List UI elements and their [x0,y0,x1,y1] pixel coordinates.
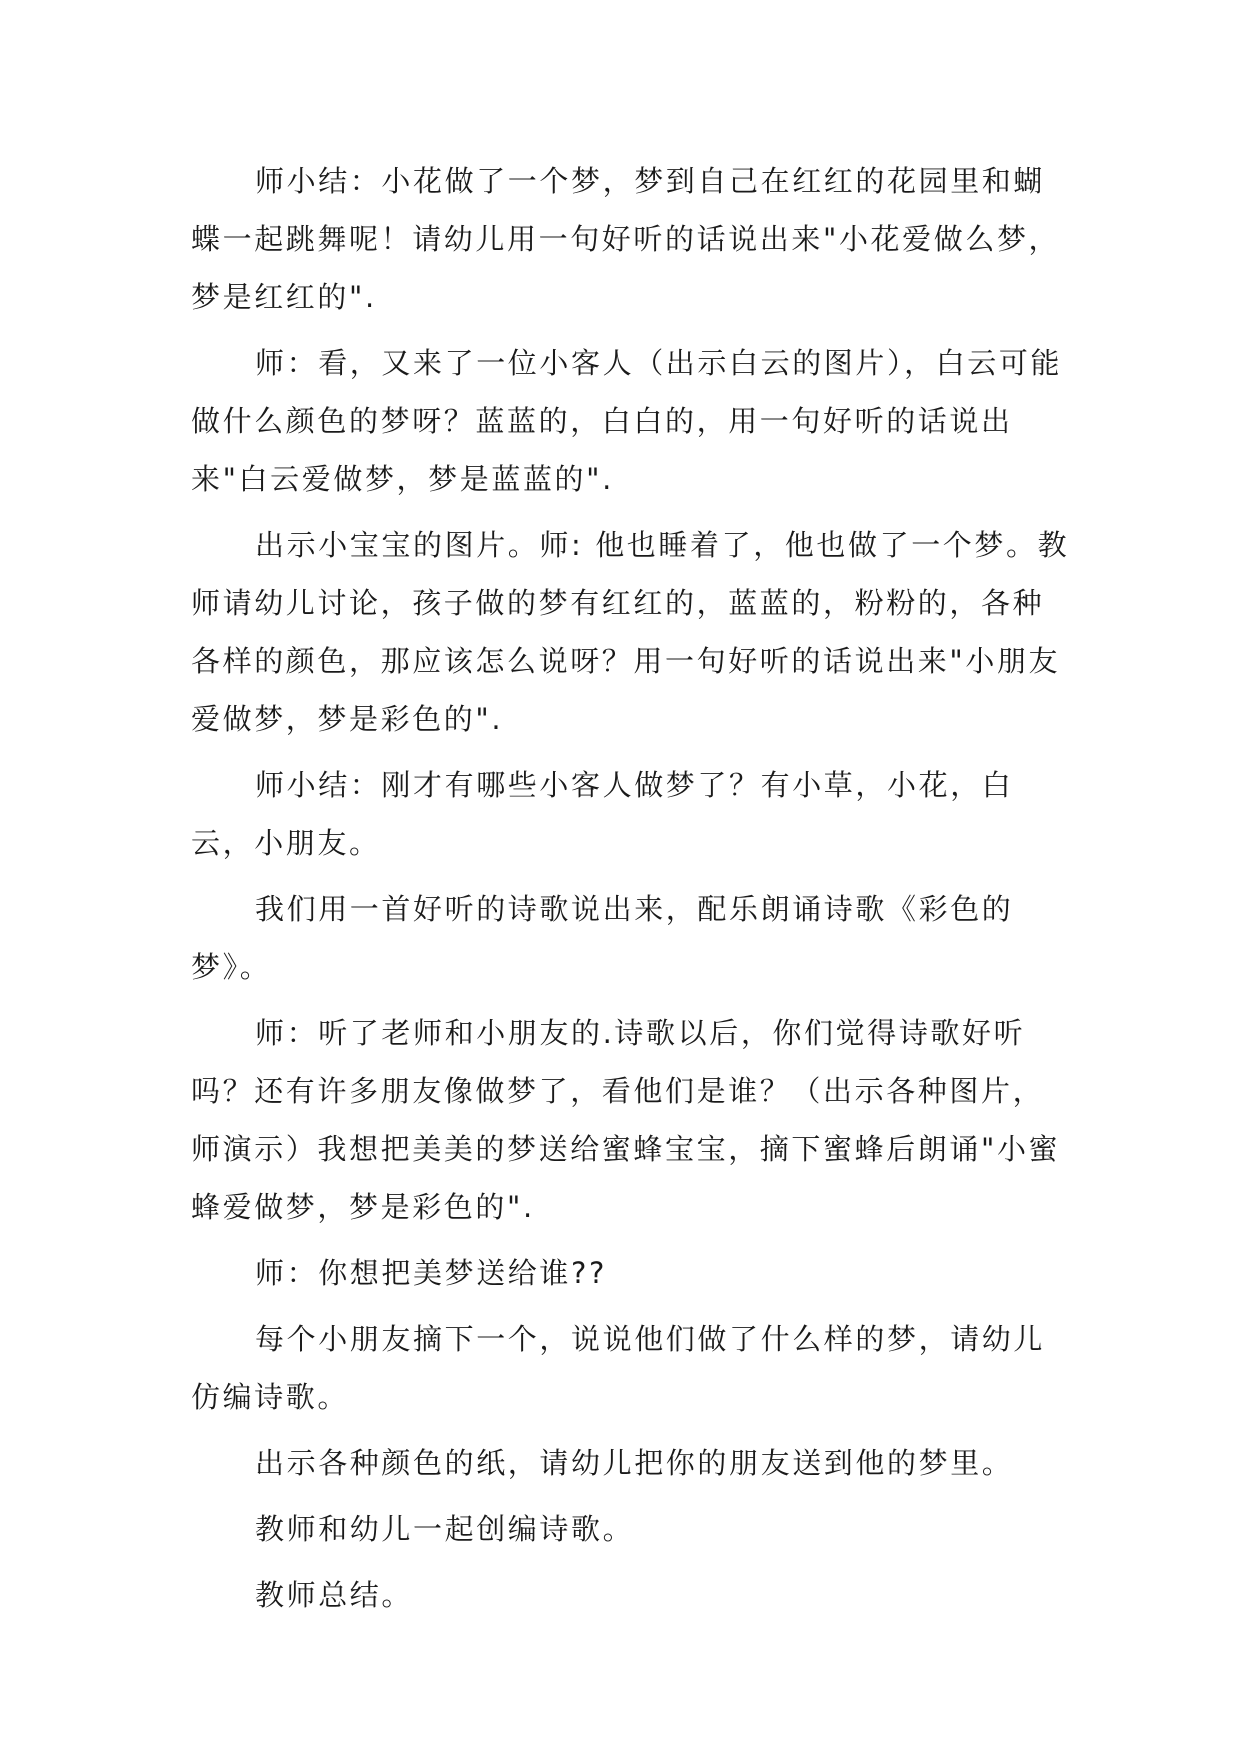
paragraph-poem-recital: 我们用一首好听的诗歌说出来，配乐朗诵诗歌《彩色的梦》。 [191,892,1014,984]
paragraph-conclusion: 教师总结。 [255,1578,414,1612]
paragraph-colored-paper: 出示各种颜色的纸，请幼儿把你的朋友送到他的梦里。 [255,1446,1014,1480]
paragraph-baby: 出示小宝宝的图片。师: 他也睡着了，他也做了一个梦。教师请幼儿讨论，孩子做的梦有红红的，蓝蓝的，粉粉的，各种各样的颜色，那应该怎么说呀？用一句好听的话说出来"小朋友爱做梦，梦是彩色的". [191,528,1070,736]
paragraph-create-poem: 教师和幼儿一起创编诗歌。 [255,1512,635,1546]
paragraph-summary-guests: 师小结：刚才有哪些小客人做梦了？有小草，小花，白云，小朋友。 [191,768,1014,860]
paragraph-imitate-poem: 每个小朋友摘下一个，说说他们做了什么样的梦，请幼儿仿编诗歌。 [191,1322,1046,1414]
paragraph-cloud: 师：看，又来了一位小客人（出示白云的图片），白云可能做什么颜色的梦呀？蓝蓝的，白白的，用一句好听的话说出来"白云爱做梦，梦是蓝蓝的". [191,346,1063,496]
paragraph-question: 师：你想把美梦送给谁?? [255,1256,607,1290]
paragraph-summary-flower: 师小结：小花做了一个梦，梦到自己在红红的花园里和蝴蝶一起跳舞呢！请幼儿用一句好听的话说出来"小花爱做么梦，梦是红红的". [191,164,1061,314]
document-body [191,152,1071,1632]
paragraph-bee: 师：听了老师和小朋友的.诗歌以后，你们觉得诗歌好听吗？还有许多朋友像做梦了，看他们是谁？（出示各种图片，师演示）我想把美美的梦送给蜜蜂宝宝，摘下蜜蜂后朗诵"小蜜蜂爱做梦，梦是彩色的". [191,1016,1061,1224]
